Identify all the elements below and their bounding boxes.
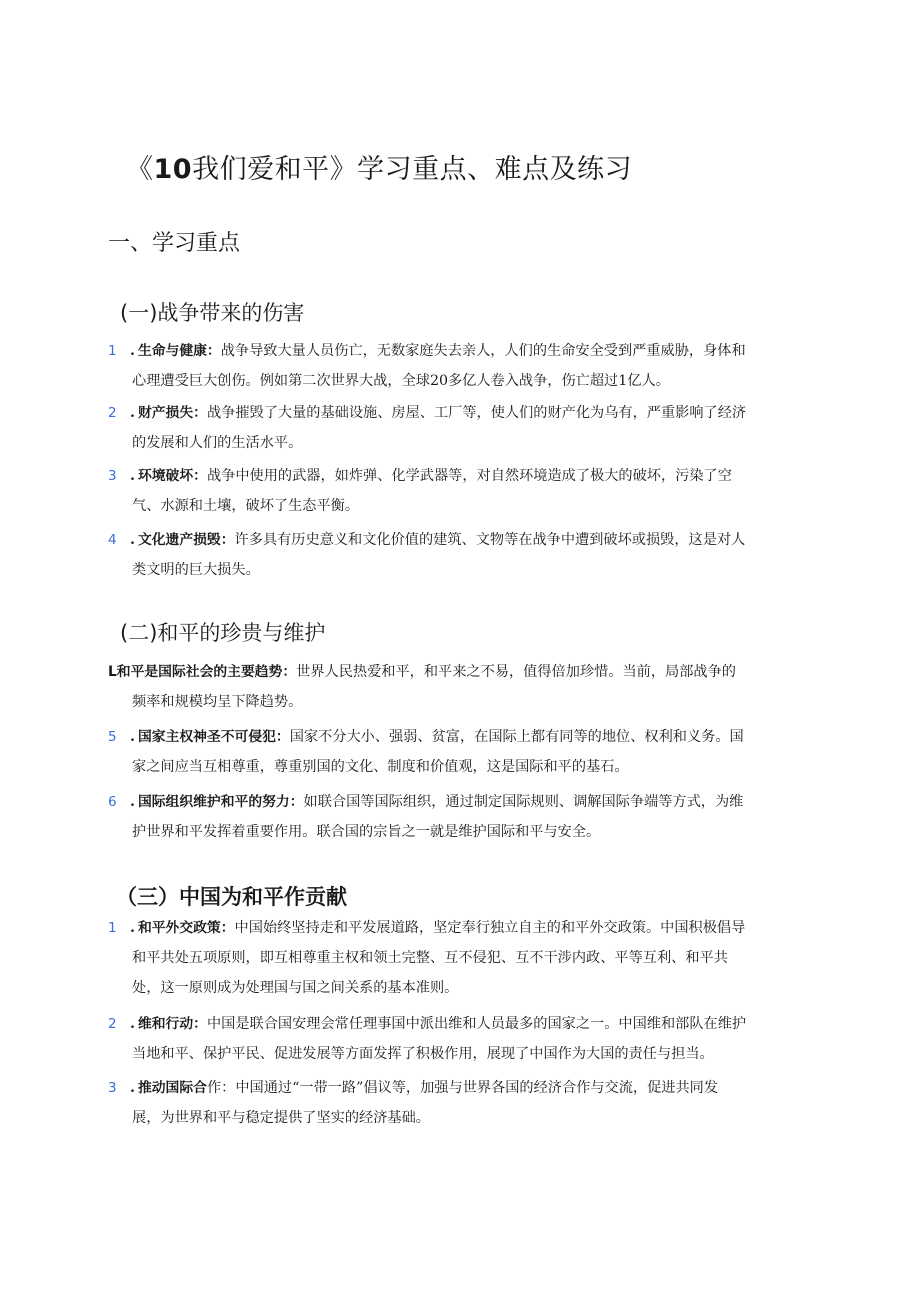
subsection-heading-peace: (二)和平的珍贵与维护: [120, 621, 326, 645]
list-item: 2 . 维和行动：中国是联合国安理会常任理事国中派出维和人员最多的国家之一。中国维和部队在维护 当地和平、保护平民、促进发展等方面发挥了积极作用，展现了中国作为大国的责任与担当。: [108, 1016, 747, 1062]
section-heading-key-points: 一、学习重点: [108, 231, 241, 256]
list-item: 1 . 生命与健康：战争导致大量人员伤亡，无数家庭失去亲人，人们的生命安全受到严重威胁，身体和 心理遭受巨大创伤。例如第二次世界大战，全球20多亿人卷入战争，伤亡超过1亿人。: [108, 343, 746, 389]
list-item: 4 . 文化遗产损毁：许多具有历史意义和文化价值的建筑、文物等在战争中遭到破坏或损毁，这是对人 类文明的巨大损失。: [108, 532, 746, 578]
document-title: 《10我们爱和平》学习重点、难点及练习: [126, 154, 633, 185]
list-item: 6 . 国际组织维护和平的努力：如联合国等国际组织，通过制定国际规则、调解国际争端等方式，为维 护世界和平发挥着重要作用。联合国的宗旨之一就是维护国际和平与安全。: [108, 794, 744, 840]
list-item: 1 . 和平外交政策：中国始终坚持走和平发展道路，坚定奉行独立自主的和平外交政策。中国积极倡导 和平共处五项原则，即互相尊重主权和领土完整、互不侵犯、互不干涉内政、平等互利、和平共 处，这一原则成为处理国与国之间关系的基本准则。: [108, 920, 746, 996]
subsection-heading-china: （三）中国为和平作贡献: [116, 885, 347, 909]
subsection-heading-war-harm: (一)战争带来的伤害: [120, 301, 305, 325]
list-item: 3 . 推动国际合作：中国通过“一带一路”倡议等，加强与世界各国的经济合作与交流，促进共同发 展，为世界和平与稳定提供了坚实的经济基础。: [108, 1080, 719, 1126]
list-item: L和平是国际社会的主要趋势：世界人民热爱和平，和平来之不易，值得倍加珍惜。当前，局部战争的 频率和规模均呈下降趋势。: [108, 664, 736, 710]
list-item: 3 . 环境破坏：战争中使用的武器，如炸弹、化学武器等，对自然环境造成了极大的破坏，污染了空 气、水源和土壤，破坏了生态平衡。: [108, 468, 732, 514]
list-item: 2 . 财产损失：战争摧毁了大量的基础设施、房屋、工厂等，使人们的财产化为乌有，严重影响了经济 的发展和人们的生活水平。: [108, 405, 747, 451]
list-item: 5 . 国家主权神圣不可侵犯：国家不分大小、强弱、贫富，在国际上都有同等的地位、权利和义务。国 家之间应当互相尊重，尊重别国的文化、制度和价值观，这是国际和平的基石。: [108, 729, 744, 775]
